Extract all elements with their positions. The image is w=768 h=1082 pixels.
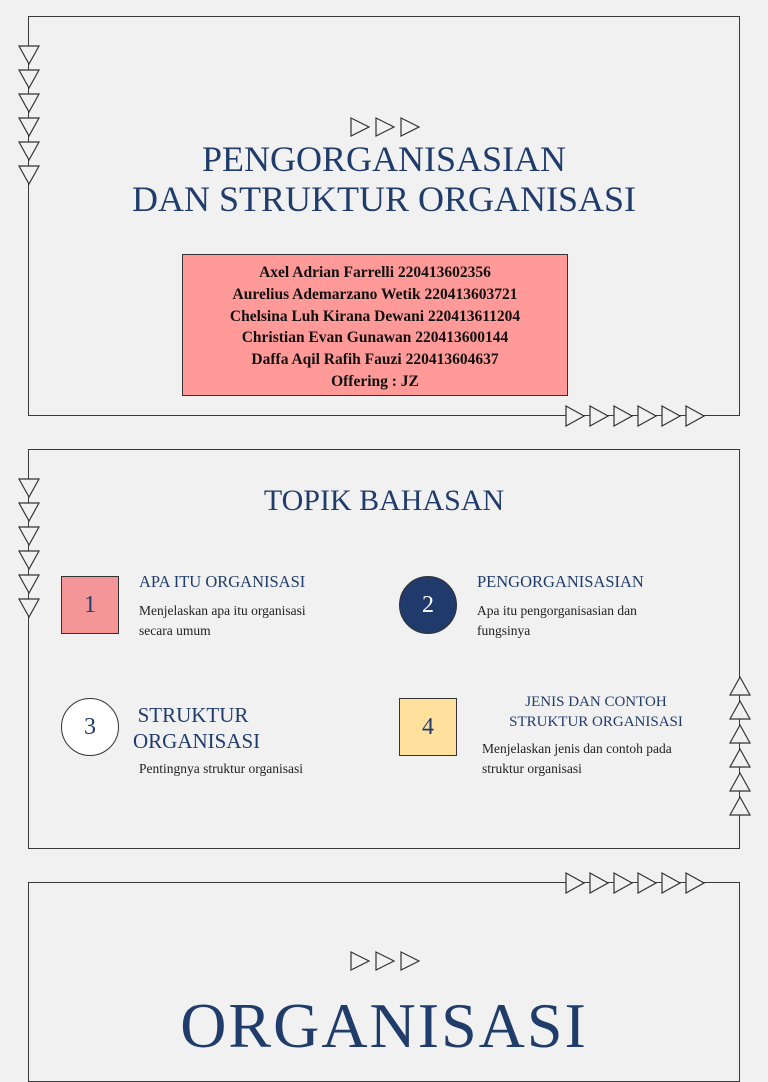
topic-4-title-line-1: JENIS DAN CONTOH — [525, 694, 667, 710]
triangle-column-right-icon — [729, 676, 751, 824]
topic-3-title-line-1: STRUKTUR — [137, 703, 249, 727]
topic-3-desc-line-1: Pentingnya struktur organisasi — [139, 761, 303, 776]
topics-heading: TOPIK BAHASAN — [263, 484, 505, 517]
topic-4-number: 4 — [422, 713, 434, 740]
title-arrows-icon — [350, 951, 422, 971]
author-3: Chelsina Luh Kirana Dewani 220413611204 — [229, 307, 521, 325]
topic-4-description — [482, 739, 672, 779]
title-arrows-icon — [350, 117, 422, 137]
triangle-row-bottom-icon — [565, 405, 713, 427]
topic-3-title-line-2: ORGANISASI — [133, 729, 261, 753]
topic-3-number: 3 — [84, 713, 96, 740]
topic-2-desc-line-1: Apa itu pengorganisasian dan — [477, 603, 637, 618]
offering-label: Offering : JZ — [331, 372, 419, 390]
topic-4-number-square — [399, 698, 457, 756]
topic-4-desc-line-2: struktur organisasi — [482, 761, 582, 776]
author-1: Axel Adrian Farrelli 220413602356 — [259, 264, 491, 281]
topic-3-title — [133, 702, 261, 754]
topic-2-number-circle — [399, 576, 457, 634]
topic-3-number-circle — [61, 698, 119, 756]
topic-1-description — [139, 601, 306, 641]
topic-2-desc-line-2: fungsinya — [477, 623, 531, 638]
topic-2-title: PENGORGANISASIAN — [477, 572, 644, 591]
topic-4-title-line-2: STRUKTUR ORGANISASI — [509, 714, 683, 730]
title-line-1: PENGORGANISASIAN — [201, 139, 567, 179]
topic-1-desc-line-2: secara umum — [139, 623, 211, 638]
authors-box — [182, 254, 568, 396]
author-2: Aurelius Ademarzano Wetik 220413603721 — [232, 285, 518, 303]
topic-2-number: 2 — [422, 591, 434, 618]
topic-1-title: APA ITU ORGANISASI — [139, 572, 306, 591]
author-4: Christian Evan Gunawan 220413600144 — [241, 329, 509, 347]
triangle-row-top-icon — [565, 872, 713, 894]
title-line-2: DAN STRUKTUR ORGANISASI — [131, 179, 637, 219]
topic-1-number: 1 — [84, 591, 96, 618]
slide-organisasi — [28, 882, 740, 1082]
presentation-title — [29, 139, 739, 219]
section-title: ORGANISASI — [180, 990, 588, 1061]
topic-2-description — [477, 601, 637, 641]
topic-4-desc-line-1: Menjelaskan jenis dan contoh pada — [482, 741, 672, 756]
slide-title — [28, 16, 740, 416]
topic-4-title — [481, 692, 711, 732]
topic-1-number-square — [61, 576, 119, 634]
topic-3-description — [139, 759, 303, 779]
author-5: Daffa Aqil Rafih Fauzi 220413604637 — [251, 351, 499, 369]
topic-1-desc-line-1: Menjelaskan apa itu organisasi — [139, 603, 306, 618]
slide-topics — [28, 449, 740, 849]
